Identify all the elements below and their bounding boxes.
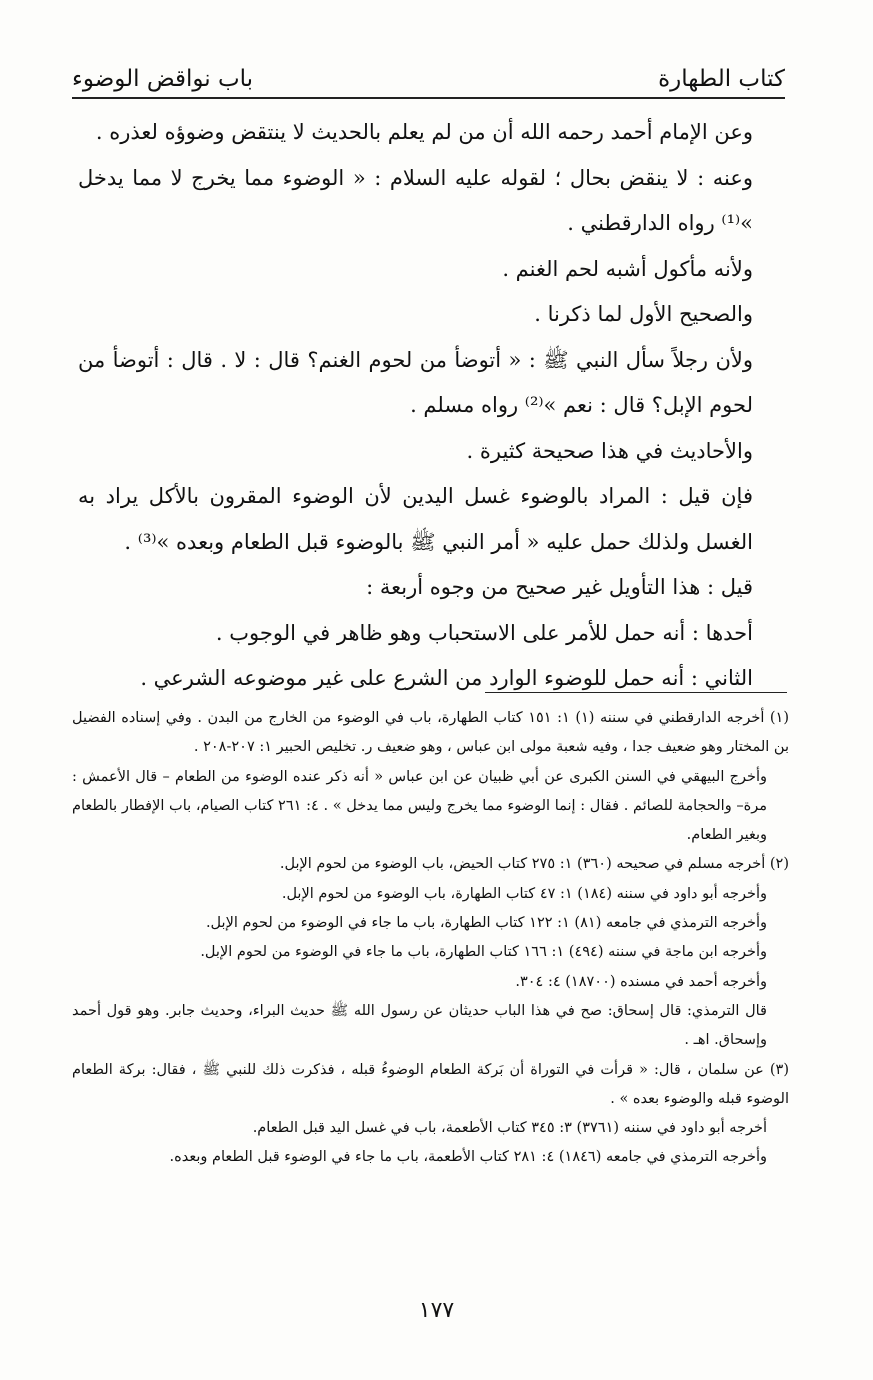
chapter-title: باب نواقض الوضوء: [72, 66, 254, 92]
footnote: وأخرجه الترمذي في جامعه (٨١) ١: ١٢٢ كتاب الطهارة، باب ما جاء في الوضوء من لحوم الإبل.: [205, 915, 767, 932]
paragraph: وعنه : لا ينقض بحال ؛ لقوله عليه السلام : « الوضوء مما يخرج لا مما يدخل »⁽¹⁾ رواه الدارقطني .: [78, 165, 753, 235]
footnote: وأخرجه أحمد في مسنده (١٨٧٠٠) ٤: ٣٠٤.: [515, 973, 767, 990]
footnotes: [72, 704, 789, 1173]
page-number: ١٧٧: [418, 1298, 455, 1323]
footnote: وأخرجه أبو داود في سننه (١٨٤) ١: ٤٧ كتاب الطهارة، باب الوضوء من لحوم الإبل.: [281, 885, 767, 902]
main-text: [78, 110, 787, 702]
paragraph: أحدها : أنه حمل للأمر على الاستحباب وهو ظاهر في الوجوب .: [215, 620, 753, 645]
paragraph: قيل : هذا التأويل غير صحيح من وجوه أربعة :: [366, 575, 753, 599]
footnote: وأخرجه ابن ماجة في سننه (٤٩٤) ١: ١٦٦ كتاب الطهارة، باب ما جاء في الوضوء من لحوم الإبل.: [200, 944, 767, 961]
footnote: (١) أخرجه الدارقطني في سننه (١) ١: ١٥١ كتاب الطهارة، باب في الوضوء من الخارج من البدن . وفي إسناده الفضيل بن المختار وهو ضعيف جدا ، وفيه شعبة مولى ابن عباس ، وهو ضعيف ر. تخليص الحبير ١: ٢٠٧-٢٠٨ .: [72, 710, 789, 756]
paragraph: ولأن رجلاً سأل النبي ﷺ : « أتوضأ من لحوم الغنم؟ قال : لا . قال : أتوضأ من لحوم الإبل؟ قال : نعم »⁽²⁾ رواه مسلم .: [78, 347, 753, 417]
running-header: [72, 48, 785, 98]
footnote: قال الترمذي: قال إسحاق: صح في هذا الباب حديثان عن رسول الله ﷺ حديث البراء، وحديث جابر. وهو قول أحمد وإسحاق. اهـ .: [72, 1002, 767, 1049]
footnote: وأخرج البيهقي في السنن الكبرى عن أبي ظبيان عن ابن عباس « أنه ذكر عنده الوضوء من الطعام – قال الأعمش : مرة– والحجامة للصائم . فقال : إنما الوضوء مما يخرج وليس مما يدخل » . ٤: ٢٦١ كتاب الصيام، باب الإفطار بالطعام وبغير الطعام.: [72, 768, 767, 844]
paragraph: فإن قيل : المراد بالوضوء غسل اليدين لأن الوضوء المقرون بالأكل يراد به الغسل ولذلك حمل عليه « أمر النبي ﷺ بالوضوء قبل الطعام وبعده »⁽³⁾ .: [78, 484, 753, 554]
paragraph: الثاني : أنه حمل للوضوء الوارد من الشرع على غير موضوعه الشرعي .: [140, 666, 753, 690]
book-title: كتاب الطهارة: [658, 66, 785, 92]
paragraph: والأحاديث في هذا صحيحة كثيرة .: [466, 438, 753, 463]
header-rule: [72, 97, 785, 99]
paragraph: والصحيح الأول لما ذكرنا .: [534, 302, 753, 326]
footnote: (٣) عن سلمان ، قال: « قرأت في التوراة أن بَركة الطعام الوضوءُ قبله ، فذكرت ذلك للنبي ﷺ ، فقال: بركة الطعام الوضوء قبله والوضوء بعده » .: [72, 1061, 789, 1107]
paragraph: ولأنه مأكول أشبه لحم الغنم .: [502, 256, 753, 281]
footnote: (٢) أخرجه مسلم في صحيحه (٣٦٠) ١: ٢٧٥ كتاب الحيض، باب الوضوء من لحوم الإبل.: [279, 856, 789, 873]
footnote: أخرجه أبو داود في سننه (٣٧٦١) ٣: ٣٤٥ كتاب الأطعمة، باب في غسل اليد قبل الطعام.: [252, 1120, 767, 1137]
paragraph: وعن الإمام أحمد رحمه الله أن من لم يعلم بالحديث لا ينتقض وضوؤه لعذره .: [95, 120, 753, 144]
footnote-rule: [485, 692, 787, 693]
footnote: وأخرجه الترمذي في جامعه (١٨٤٦) ٤: ٢٨١ كتاب الأطعمة، باب ما جاء في الوضوء قبل الطعام وبعده.: [169, 1149, 767, 1166]
